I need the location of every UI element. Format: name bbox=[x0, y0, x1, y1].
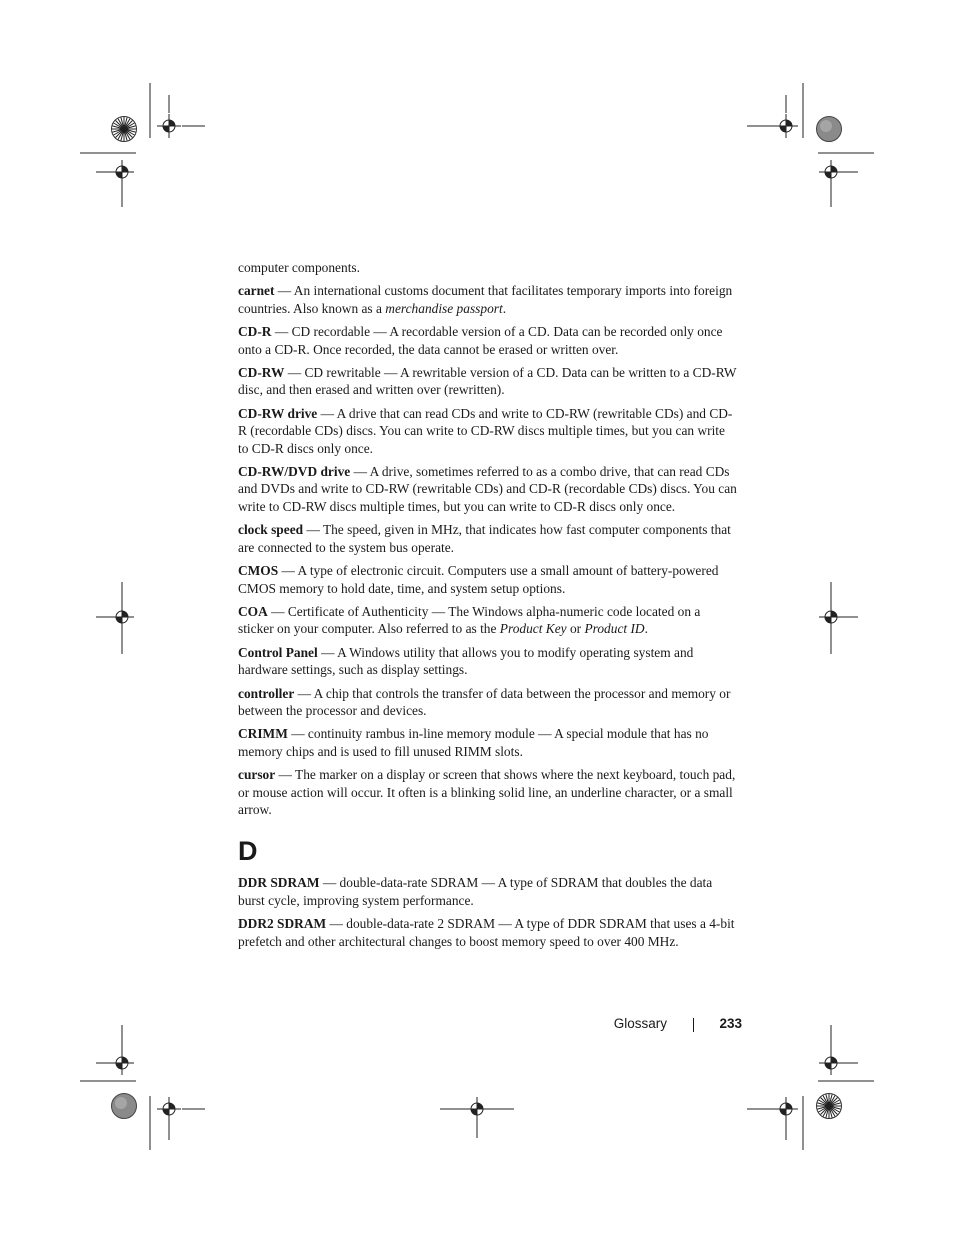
glossary-definition: — A drive, sometimes referred to as a combo drive, that can read CDs and DVDs and write to CD-RW (rewritable CDs) and CD-R (recordable CDs) discs. You can write to CD-RW discs multiple times, but you can write to CD-R discs only once. bbox=[238, 464, 737, 514]
glossary-definition: — An international customs document that facilitates temporary imports into foreign countries. Also known as a bbox=[238, 283, 733, 316]
glossary-definition: — A type of electronic circuit. Computers use a small amount of battery-powered CMOS memory to hold date, time, and system setup options. bbox=[238, 563, 719, 596]
section-heading: D bbox=[238, 836, 258, 867]
glossary-term: controller bbox=[238, 685, 295, 701]
gray-density-highlight bbox=[115, 1097, 127, 1109]
glossary-entry bbox=[238, 603, 738, 638]
glossary-term: CMOS bbox=[238, 563, 279, 579]
glossary-entry bbox=[238, 915, 738, 950]
glossary-entries-d bbox=[238, 874, 738, 950]
glossary-definition: — continuity rambus in-line memory module — A special module that has no memory chips and is used to fill unused RIMM slots. bbox=[238, 726, 709, 759]
glossary-definition: — A Windows utility that allows you to modify operating system and hardware settings, such as display settings. bbox=[238, 644, 694, 678]
glossary-italic-text: Product ID bbox=[584, 621, 645, 637]
page-number: 233 bbox=[719, 1016, 742, 1031]
glossary-definition: — CD rewritable — A rewritable version of a CD. Data can be written to a CD-RW disc, and then erased and written over (rewritten). bbox=[238, 365, 737, 398]
page-footer bbox=[560, 1014, 742, 1034]
glossary-definition: — The marker on a display or screen that shows where the next keyboard, touch pad, or mouse action will occur. It often is a blinking solid line, an underline character, or a small arrow. bbox=[238, 767, 736, 817]
glossary-term: COA bbox=[238, 603, 268, 619]
glossary-definition: . bbox=[502, 300, 507, 316]
glossary-definition: or bbox=[566, 621, 585, 637]
glossary-definition: — A chip that controls the transfer of data between the processor and memory or between the processor and devices. bbox=[238, 685, 731, 718]
glossary-term: carnet bbox=[238, 283, 275, 299]
glossary-entry bbox=[238, 405, 738, 457]
glossary-entries-c bbox=[238, 282, 738, 818]
glossary-term: DDR SDRAM bbox=[238, 875, 320, 891]
glossary-entry bbox=[238, 463, 738, 515]
glossary-term: clock speed bbox=[238, 522, 304, 538]
glossary-definition: — A drive that can read CDs and write to CD-RW (rewritable CDs) and CD-R (recordable CDs) discs. You can write to CD-RW discs multiple times, but you can write to CD-R discs only once. bbox=[238, 405, 733, 456]
glossary-entry bbox=[238, 323, 738, 358]
glossary-entry bbox=[238, 874, 738, 909]
glossary-content bbox=[238, 259, 738, 956]
glossary-entry bbox=[238, 725, 738, 760]
glossary-term: Control Panel bbox=[238, 644, 318, 660]
glossary-entry bbox=[238, 766, 738, 818]
glossary-definition: — double-data-rate 2 SDRAM — A type of DDR SDRAM that uses a 4-bit prefetch and other architectural changes to boost memory speed to over 400 MHz. bbox=[238, 916, 735, 949]
glossary-term: DDR2 SDRAM bbox=[238, 916, 327, 932]
glossary-definition: — The speed, given in MHz, that indicates how fast computer components that are connected to the system bus operate. bbox=[238, 522, 731, 555]
glossary-italic-text: merchandise passport bbox=[385, 300, 503, 316]
glossary-entry bbox=[238, 644, 738, 679]
glossary-term: CD-RW bbox=[238, 365, 285, 381]
gray-density-highlight bbox=[820, 120, 832, 132]
glossary-term: CD-RW drive bbox=[238, 405, 318, 421]
footer-divider bbox=[693, 1018, 694, 1032]
footer-section-label: Glossary bbox=[613, 1016, 667, 1031]
glossary-term: cursor bbox=[238, 767, 276, 783]
glossary-definition: — Certificate of Authenticity — The Windows alpha-numeric code located on a sticker on your computer. Also referred to as the bbox=[238, 603, 701, 637]
glossary-term: CD-R bbox=[238, 324, 272, 340]
glossary-definition: . bbox=[644, 621, 648, 637]
glossary-entry bbox=[238, 685, 738, 720]
glossary-term: CD-RW/DVD drive bbox=[238, 464, 351, 480]
glossary-entry bbox=[238, 364, 738, 399]
glossary-definition: — CD recordable — A recordable version of a CD. Data can be recorded only once onto a CD-R. Once recorded, the data cannot be erased or written over. bbox=[238, 324, 723, 357]
glossary-entry bbox=[238, 282, 738, 317]
glossary-entry bbox=[238, 562, 738, 597]
glossary-italic-text: Product Key bbox=[499, 621, 567, 637]
glossary-entry bbox=[238, 521, 738, 556]
glossary-term: CRIMM bbox=[238, 726, 288, 742]
glossary-definition: — double-data-rate SDRAM — A type of SDRAM that doubles the data burst cycle, improving system performance. bbox=[238, 875, 713, 908]
continuation-text: computer components. bbox=[238, 260, 360, 275]
